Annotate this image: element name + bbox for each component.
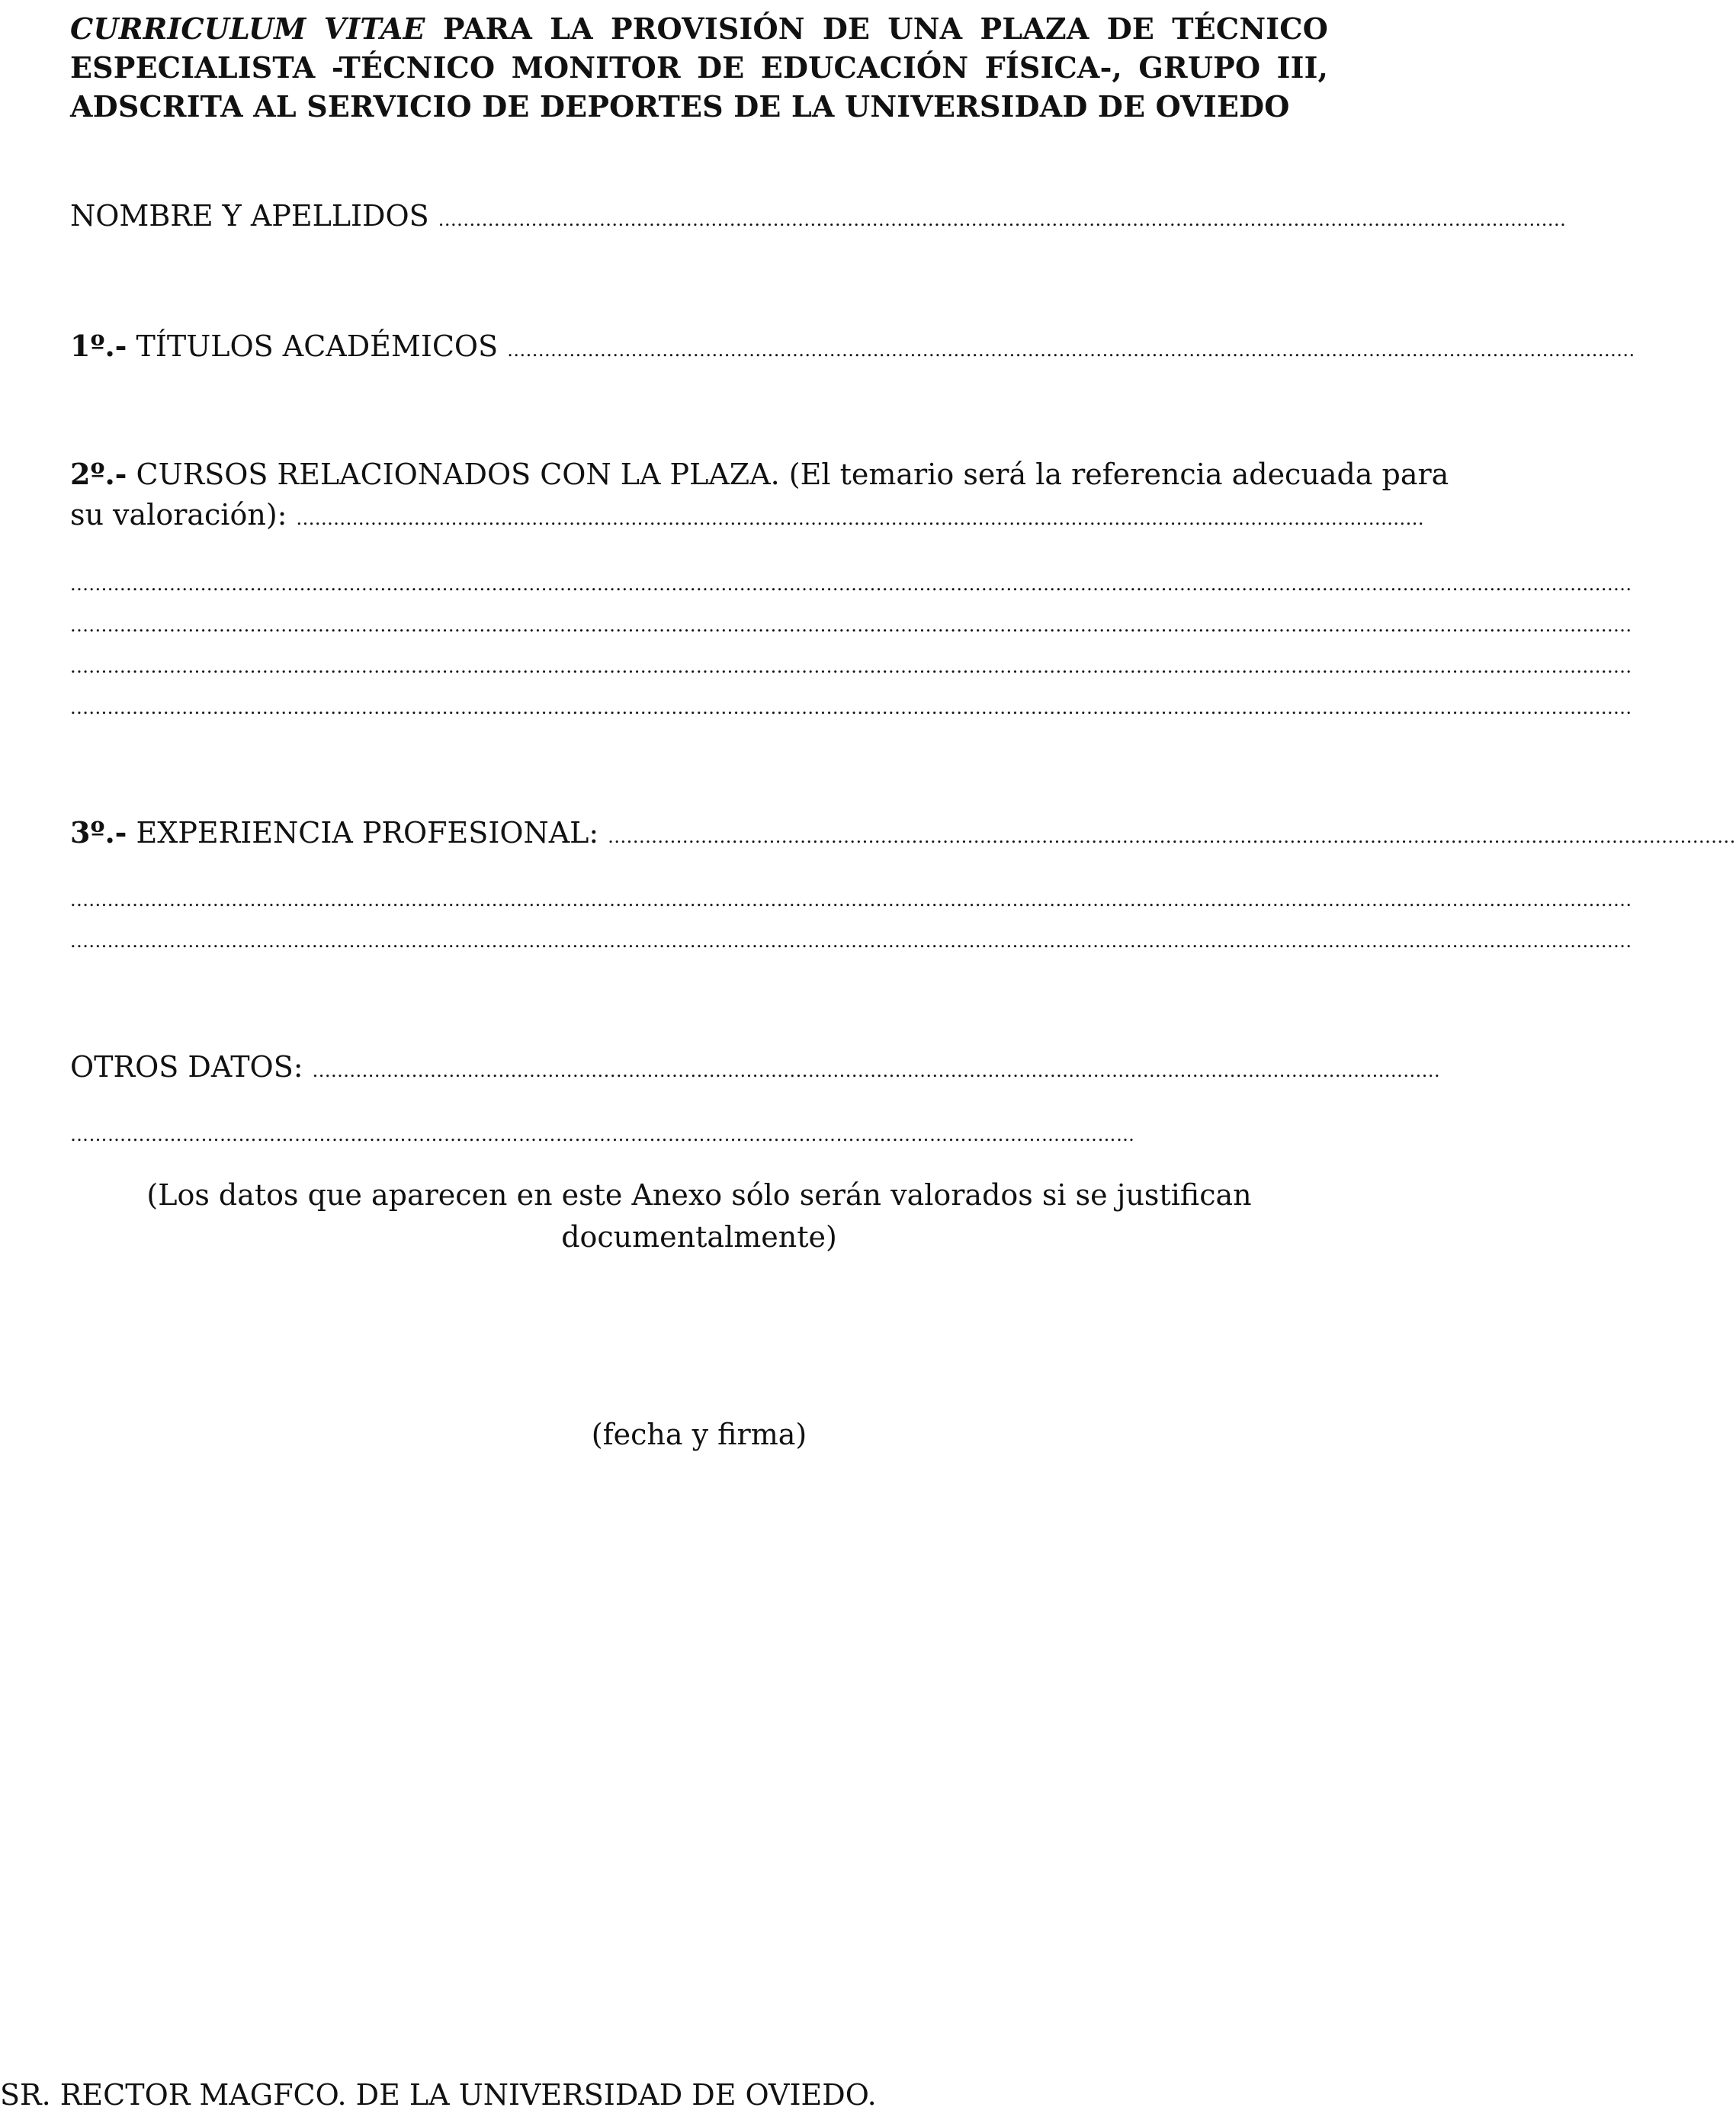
titulos-number: 1º.- <box>70 329 127 363</box>
name-label: NOMBRE Y APELLIDOS <box>70 199 438 233</box>
otros-label: OTROS DATOS: <box>70 1050 313 1084</box>
experiencia-number: 3º.- <box>70 815 127 850</box>
title-italic: CURRICULUM VITAE <box>70 11 425 46</box>
signature-placeholder: (fecha y firma) <box>591 1418 807 1451</box>
experiencia-label: EXPERIENCIA PROFESIONAL: <box>127 816 608 850</box>
note-line-1: (Los datos que aparecen en este Anexo sólo serán valorados si se justifican <box>146 1178 1252 1212</box>
name-field-row[interactable] <box>70 197 1567 239</box>
cursos-line-4-dots: ............................................................................................................................................................................................................................................................ <box>70 697 1632 718</box>
cursos-line-1-dots: ............................................................................................................................................................................................................................................................ <box>70 573 1632 595</box>
otros-dots: ...................................................................................................................................................................................... <box>312 1060 1441 1081</box>
otros-field-row[interactable] <box>70 1048 1441 1091</box>
addressee-footer: SR. RECTOR MAGFCO. DE LA UNIVERSIDAD DE OVIEDO. <box>0 2078 877 2112</box>
titulos-label: TÍTULOS ACADÉMICOS <box>127 329 508 363</box>
cursos-number: 2º.- <box>70 457 127 491</box>
experiencia-line-1[interactable] <box>70 877 1632 920</box>
titulos-field-row[interactable] <box>70 326 1635 370</box>
document-title <box>70 9 1328 126</box>
titulos-dots: ...................................................................................................................................................................................... <box>507 339 1635 361</box>
cursos-line-3-dots: ............................................................................................................................................................................................................................................................ <box>70 656 1632 677</box>
cursos-line-2-dots: ............................................................................................................................................................................................................................................................ <box>70 615 1632 636</box>
cursos-line-3[interactable] <box>70 644 1632 686</box>
cursos-line-4[interactable] <box>70 685 1632 728</box>
experiencia-dots: ...................................................................................................................................................................................... <box>608 826 1736 847</box>
cursos-line-2[interactable] <box>70 602 1632 645</box>
justification-note <box>70 1174 1328 1258</box>
name-dots: ...................................................................................................................................................................................... <box>438 209 1567 230</box>
otros-line-1-dots: ……………………………………………………………………………………………………………………………………………………… <box>70 1124 1135 1145</box>
experiencia-line-1-dots: ............................................................................................................................................................................................................................................................ <box>70 889 1632 911</box>
otros-line-1[interactable] <box>70 1112 1328 1155</box>
experiencia-field-row[interactable] <box>70 813 1736 856</box>
cursos-label: CURSOS RELACIONADOS CON LA PLAZA. (El temario será la referencia adecuada para <box>127 458 1449 491</box>
cursos-field-row[interactable] <box>70 496 1424 538</box>
experiencia-line-2[interactable] <box>70 918 1632 961</box>
experiencia-line-2-dots: ............................................................................................................................................................................................................................................................ <box>70 930 1632 952</box>
note-line-2: documentalmente) <box>561 1220 837 1254</box>
title-rest: PARA LA PROVISIÓN DE UNA PLAZA DE TÉCNICO ESPECIALISTA -TÉCNICO MONITOR DE EDUCACIÓN FÍSICA-, GRUPO III, ADSCRITA AL SERVICIO DE DEPORTES DE LA UNIVERSIDAD DE OVIEDO <box>70 11 1328 124</box>
cursos-dots: ...................................................................................................................................................................................... <box>296 508 1424 529</box>
cursos-line-1[interactable] <box>70 561 1632 604</box>
cursos-label-cont: su valoración): <box>70 498 297 532</box>
cursos-heading <box>70 455 1449 494</box>
